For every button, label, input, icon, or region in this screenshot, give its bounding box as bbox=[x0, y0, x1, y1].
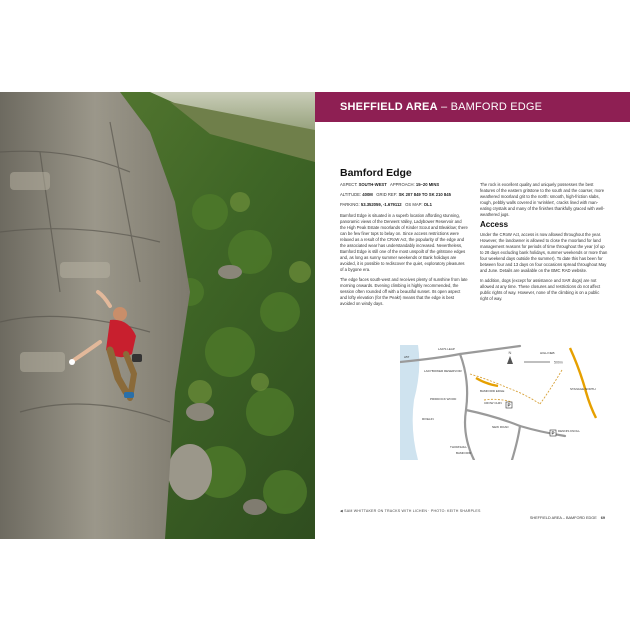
crag-title: Bamford Edge bbox=[340, 167, 412, 179]
label-bamford-edge: BAMFORD EDGE bbox=[480, 389, 505, 393]
svg-text:P: P bbox=[551, 430, 555, 436]
label-bamford: BAMFORD bbox=[456, 451, 471, 455]
page-number: 69 bbox=[600, 516, 605, 520]
rock-paragraph: The rock is excellent quality and uniquely possesses the best features of the eastern gritstone to the south and the coarser, more weathered moorland grit to the north: smooth, high-friction slabs, rough, pebbly walls covered in 'wrinkles', cracks lined with man-eating crystals and many of the finishes thankfully graced with well-weathered jugs. bbox=[480, 182, 605, 217]
climbing-photo bbox=[0, 92, 315, 539]
label-high-neb: HIGH NEB bbox=[540, 351, 555, 355]
section-banner: SHEFFIELD AREA – BAMFORD EDGE bbox=[315, 92, 630, 122]
banner-area: SHEFFIELD AREA bbox=[340, 101, 438, 113]
label-stanage-north: STANAGE NORTH bbox=[570, 387, 596, 391]
svg-text:500m: 500m bbox=[554, 360, 563, 365]
book-spread bbox=[0, 92, 630, 539]
label-crow-chin: CROW CHIN bbox=[484, 401, 502, 405]
label-new-road: NEW ROAD bbox=[492, 425, 509, 429]
intro-paragraph-2: The edge faces south-west and receives plenty of sunshine from late morning onwards. Evening climbing is highly recommended, the session often rounded off with a beautiful sunset. Its open aspect and lofty elevation (for the Peak!) means that the edge is best avoided on windy days. bbox=[340, 277, 468, 306]
intro-paragraph-1: Bamford Edge is situated in a superb location affording stunning, panoramic views of the Derwent Valley, Ladybower Reservoir and the High Peak Estate moorlands of Kinder Scout and Bleaklow; there can be few finer tops to belay on. Since access restrictions were relaxed as a result of the CRoW Act, the popularity of the edge and the associated wear has understandably increased. Nevertheless, Bamford Edge is still one of the most unspoilt of the gritstone edges and, as long as sunny summer weekends or Bank holidays are avoided, it is possible to rediscover the quiet, exploratory pleasures of a bygone era. bbox=[340, 213, 468, 272]
label-dennis-knoll: DENNIS KNOLL bbox=[558, 429, 581, 433]
access-paragraph-2: In addition, dogs (except for assistance and SAR dogs) are not allowed at any time. These closures and restrictions do not affect public rights of way. However, none of the climbing is on a public right of way. bbox=[480, 278, 601, 301]
label-priddock: PRIDDOCK WOOD bbox=[430, 397, 457, 401]
meta-parking-osmap: PARKING: 53.352059, -1.679112 OS MAP: OL1 bbox=[340, 202, 432, 207]
meta-aspect-approach: ASPECT: SOUTH-WEST APPROACH: 15–20 MINS bbox=[340, 182, 440, 187]
label-rivelin: RIVELIN bbox=[422, 417, 434, 421]
label-a57: A57 bbox=[404, 355, 410, 359]
svg-text:N: N bbox=[508, 350, 512, 355]
climber-on-gritstone-image bbox=[0, 92, 315, 539]
photo-caption: ◀ SAM WHITTAKER ON TRACKS WITH LICHEN · PHOTO: KEITH SHARPLES bbox=[340, 509, 481, 513]
access-heading: Access bbox=[480, 220, 509, 229]
left-column bbox=[340, 182, 468, 311]
svg-text:P: P bbox=[507, 402, 511, 408]
access-paragraph-1: Under the CRoW Act, access is now allowed throughout the year. However, the landowner is allowed to close the moorland for land management reasons for periods of time throughout the year (of up to 28 days excluding bank holidays, summer weekends or more than four weekend days outside the summer). To date this has been for between four and 13 days on four occasions spread throughout May and June. Details are available on the BMC RAD website. bbox=[480, 232, 608, 273]
caption-arrow-icon: ◀ bbox=[340, 509, 345, 513]
page-footer bbox=[530, 516, 605, 520]
footer-label: SHEFFIELD AREA – BAMFORD EDGE bbox=[529, 516, 597, 520]
banner-crag: BAMFORD EDGE bbox=[450, 101, 543, 113]
approach-map bbox=[400, 340, 600, 460]
meta-altitude-grid: ALTITUDE: 400M GRID REF: SK 207 849 TO SK 210 845 bbox=[340, 192, 451, 197]
label-thornhill: THORNHILL bbox=[450, 445, 468, 449]
label-lads-leap: LAD'S LEAP bbox=[438, 347, 455, 351]
right-column bbox=[480, 182, 608, 306]
label-ladybower: LADYBOWER RESERVOIR bbox=[424, 369, 462, 373]
guidebook-page bbox=[315, 92, 630, 539]
